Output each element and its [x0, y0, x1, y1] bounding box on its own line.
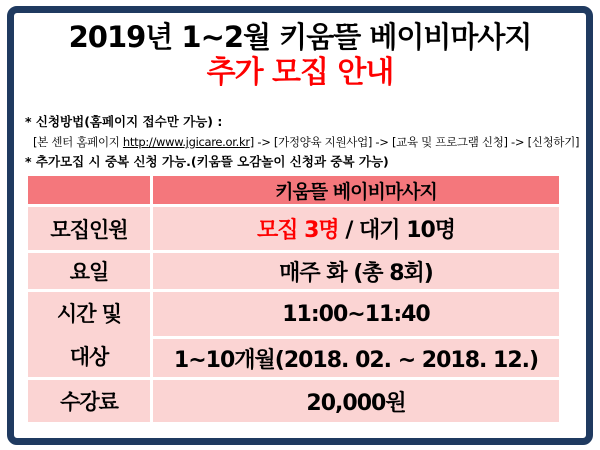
time-value: 11:00~11:40 — [153, 292, 559, 336]
recruit-label: 모집인원 — [28, 207, 150, 250]
program-title-cell: 키움뜰 베이비마사지 — [153, 176, 559, 204]
note-application-method: * 신청방법(홈페이지 접수만 가능) : — [25, 114, 223, 129]
recruit-count-red: 모집 3명 — [256, 218, 339, 243]
header-empty-cell — [28, 176, 150, 204]
time-target-label-lines — [28, 292, 150, 377]
table-row — [28, 207, 559, 250]
target-value: 1~10개월(2018. 02. ~ 2018. 12.) — [153, 339, 559, 377]
day-label: 요일 — [28, 253, 150, 289]
program-info-table — [25, 173, 562, 425]
poster-subtitle: 추가 모집 안내 — [206, 55, 394, 90]
note-path-prefix: [본 센터 홈페이지 — [33, 135, 123, 149]
poster-title: 2019년 1~2월 키움뜰 베이비마사지 — [68, 20, 532, 54]
target-label-line: 대상 — [69, 344, 109, 369]
table-row — [28, 253, 559, 289]
recruit-waitlist: / 대기 10명 — [338, 218, 456, 243]
notes-block — [25, 112, 580, 172]
note-path-suffix: ] -> [가정양육 지원사업] -> [교육 및 프로그램 신청] -> [신청하기] — [249, 135, 580, 149]
table-row — [28, 380, 559, 422]
fee-value: 20,000원 — [153, 380, 559, 422]
note-duplicate-application: * 추가모집 시 중복 신청 가능.(키움뜰 오감놀이 신청과 중복 가능) — [25, 154, 389, 169]
table-row — [28, 292, 559, 336]
table-header-row — [28, 176, 559, 204]
title-block — [15, 20, 585, 90]
fee-label: 수강료 — [28, 380, 150, 422]
time-target-label — [28, 292, 150, 377]
note-application-path — [25, 132, 580, 152]
time-label-line: 시간 및 — [56, 302, 122, 327]
website-url: http://www.jgicare.or.kr — [122, 135, 250, 149]
recruit-value — [153, 207, 559, 250]
day-value: 매주 화 (총 8회) — [153, 253, 559, 289]
